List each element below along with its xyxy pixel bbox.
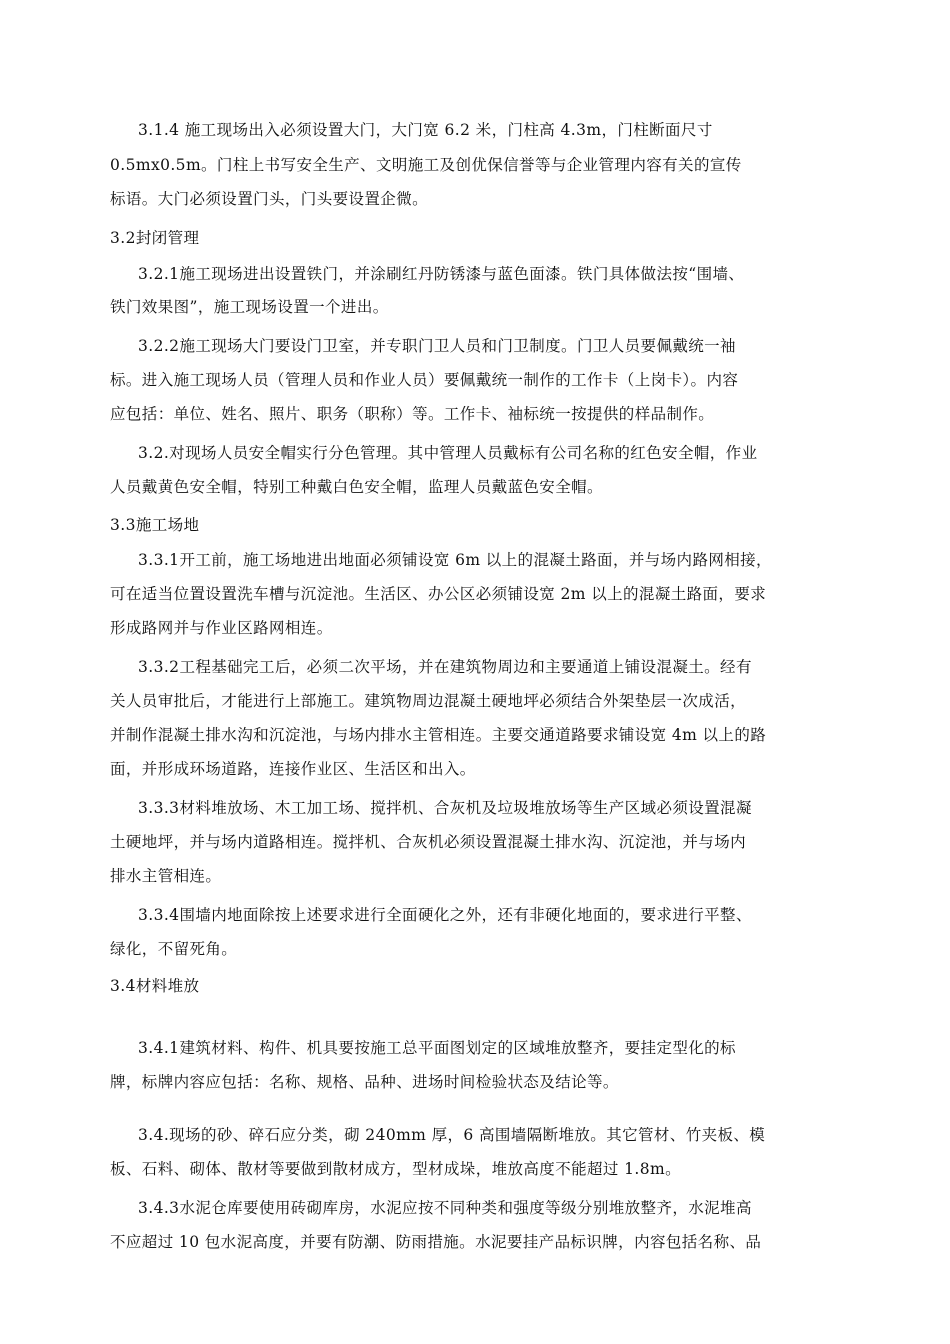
paragraph-3-2-2-line-2: 标。进入施工现场人员（管理人员和作业人员）要佩戴统一制作的工作卡（上岗卡）。内容 <box>110 371 739 389</box>
paragraph-3-3-2-line-2: 关人员审批后，才能进行上部施工。建筑物周边混凝土硬地坪必须结合外架垫层一次成活， <box>110 692 747 710</box>
paragraph-3-3-2-line-4: 面，并形成环场道路，连接作业区、生活区和出入。 <box>110 760 476 778</box>
paragraph-3-4-2-line-1: 3.4.现场的砂、碎石应分类，砌 240mm 厚，6 高围墙隔断堆放。其它管材、竹夹板、模 <box>138 1126 766 1144</box>
paragraph-3-1-4-line-2: 0.5mx0.5m。门柱上书写安全生产、文明施工及创优保信誉等与企业管理内容有关的宣传 <box>110 156 742 174</box>
paragraph-3-4-1-line-2: 牌，标牌内容应包括：名称、规格、品种、进场时间检验状态及结论等。 <box>110 1073 619 1091</box>
paragraph-3-4-2-line-2: 板、石料、砌体、散材等要做到散材成方，型材成垛，堆放高度不能超过 1.8m。 <box>110 1160 681 1178</box>
paragraph-3-3-1-line-2: 可在适当位置设置洗车槽与沉淀池。生活区、办公区必须铺设宽 2m 以上的混凝土路面，要求 <box>110 585 767 603</box>
paragraph-3-2-3-line-1: 3.2.对现场人员安全帽实行分色管理。其中管理人员戴标有公司名称的红色安全帽，作业 <box>138 444 758 462</box>
paragraph-3-3-1-line-1: 3.3.1开工前，施工场地进出地面必须铺设宽 6m 以上的混凝土路面，并与场内路网相接， <box>138 551 772 569</box>
paragraph-3-3-4-line-1: 3.3.4围墙内地面除按上述要求进行全面硬化之外，还有非硬化地面的，要求进行平整、 <box>138 906 752 924</box>
paragraph-3-4-3-line-1: 3.4.3水泥仓库要使用砖砌库房，水泥应按不同种类和强度等级分别堆放整齐，水泥堆高 <box>138 1199 752 1217</box>
paragraph-3-2-1-line-2: 铁门效果图”，施工现场设置一个进出。 <box>110 298 389 316</box>
paragraph-3-4-1-line-1: 3.4.1建筑材料、构件、机具要按施工总平面图划定的区域堆放整齐，要挂定型化的标 <box>138 1039 736 1057</box>
section-heading-3-4: 3.4材料堆放 <box>110 977 200 995</box>
paragraph-3-3-3-line-3: 排水主管相连。 <box>110 867 222 885</box>
paragraph-3-2-2-line-3: 应包括：单位、姓名、照片、职务（职称）等。工作卡、袖标统一按提供的样品制作。 <box>110 405 715 423</box>
paragraph-3-2-3-line-2: 人员戴黄色安全帽，特别工种戴白色安全帽，监理人员戴蓝色安全帽。 <box>110 478 603 496</box>
paragraph-3-1-4-line-1: 3.1.4 施工现场出入必须设置大门，大门宽 6.2 米，门柱高 4.3m，门柱断面尺寸 <box>138 121 713 139</box>
paragraph-3-4-3-line-2: 不应超过 10 包水泥高度，并要有防潮、防雨措施。水泥要挂产品标识牌，内容包括名称、品 <box>110 1233 762 1251</box>
paragraph-3-2-2-line-1: 3.2.2施工现场大门要设门卫室，并专职门卫人员和门卫制度。门卫人员要佩戴统一袖 <box>138 337 736 355</box>
section-heading-3-3: 3.3施工场地 <box>110 516 200 534</box>
paragraph-3-1-4-line-3: 标语。大门必须设置门头，门头要设置企微。 <box>110 190 429 208</box>
section-heading-3-2: 3.2封闭管理 <box>110 229 200 247</box>
paragraph-3-3-3-line-1: 3.3.3材料堆放场、木工加工场、搅拌机、合灰机及垃圾堆放场等生产区域必须设置混凝 <box>138 799 752 817</box>
paragraph-3-3-2-line-1: 3.3.2工程基础完工后，必须二次平场，并在建筑物周边和主要通道上铺设混凝土。经有 <box>138 658 752 676</box>
paragraph-3-2-1-line-1: 3.2.1施工现场进出设置铁门，并涂刷红丹防锈漆与蓝色面漆。铁门具体做法按“围墙、 <box>138 265 745 283</box>
paragraph-3-3-4-line-2: 绿化，不留死角。 <box>110 940 238 958</box>
paragraph-3-3-2-line-3: 并制作混凝土排水沟和沉淀池，与场内排水主管相连。主要交通道路要求铺设宽 4m 以上的路 <box>110 726 767 744</box>
paragraph-3-3-1-line-3: 形成路网并与作业区路网相连。 <box>110 619 333 637</box>
paragraph-3-3-3-line-2: 土硬地坪，并与场内道路相连。搅拌机、合灰机必须设置混凝土排水沟、沉淀池，并与场内 <box>110 833 747 851</box>
